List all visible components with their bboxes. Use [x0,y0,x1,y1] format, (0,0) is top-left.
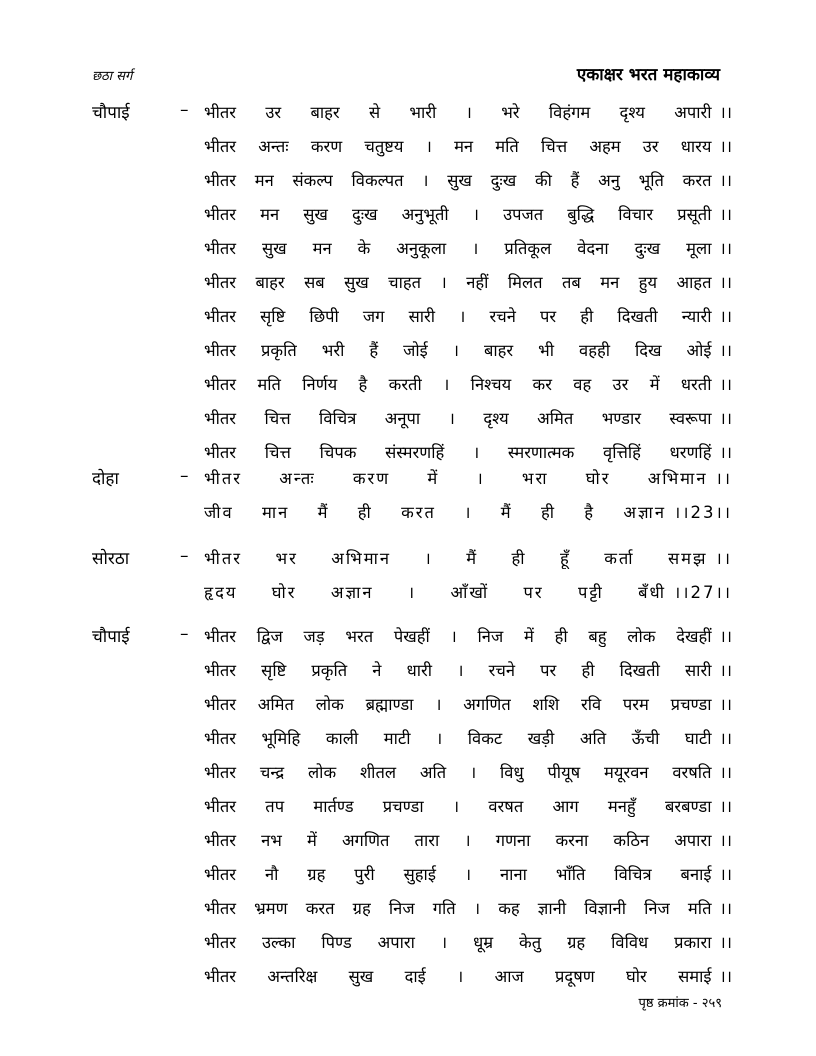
verse-text: भीतर अन्तः करण में । भरा घोर अभिमान [204,469,708,488]
verse-line [204,466,732,500]
verse-line [204,304,732,338]
verse-line [204,338,732,372]
verse-text: भीतर चन्द्र लोक शीतल अति । विधु पीयूष मयूरवन वरषति [204,763,712,782]
verse-end-mark: ।।23।। [673,503,732,522]
verse-end-mark: ।। [719,307,732,326]
verse-line [204,134,732,168]
verse-line [204,828,732,862]
verse-end-mark: ।। [719,137,732,156]
verse-end-mark: ।। [719,409,732,428]
verse-text: जीव मान मैं ही करत । मैं ही है अज्ञान [204,503,666,522]
verse-type-label: दोहा [92,469,119,489]
verse-end-mark: ।। [719,103,732,122]
verse-end-mark: ।। [719,341,732,360]
verse-line [204,202,732,236]
verse-end-mark: ।। [719,967,732,986]
verse-end-mark: ।। [719,831,732,850]
verse-dash: – [180,466,189,486]
verse-type-label: चौपाई [92,103,130,123]
verse-text: भीतर सृष्टि प्रकृति ने धारी । रचने पर ही दिखती सारी [204,661,712,680]
verse-text: भीतर नौ ग्रह पुरी सुहाई । नाना भाँति विचित्र बनाई [204,865,712,884]
verse-text: भीतर भूमिहि काली माटी । विकट खड़ी अति ऊँची घाटी [204,729,712,748]
verse-text: भीतर मन संकल्प विकल्पत । सुख दुःख की हैं अनु भूति करत [204,171,712,190]
verse-line [204,500,732,534]
verse-end-mark: ।। [719,375,732,394]
verse-end-mark: ।। [719,865,732,884]
verse-dash: – [180,546,189,566]
verse-text: भीतर चित्त चिपक संस्मरणहिं । स्मरणात्मक वृत्तिहिं धरणहिं [204,443,712,462]
verse-line [204,896,732,930]
verse-end-mark: ।। [719,933,732,952]
verse-line [204,168,732,202]
verse-line [204,930,732,964]
verse-text: भीतर मति निर्णय है करती । निश्चय कर वह उर में धरती [204,375,712,394]
verse-text: भीतर अमित लोक ब्रह्माण्डा । अगणित शशि रवि परम प्रचण्डा [204,695,712,714]
verse-line [204,862,732,896]
verse-type-label: चौपाई [92,627,130,647]
verse-end-mark: ।। [719,443,732,462]
verse-text: भीतर भ्रमण करत ग्रह निज गति । कह ज्ञानी विज्ञानी निज मति [204,899,712,918]
verse-text: भीतर मन सुख दुःख अनुभूती । उपजत बुद्धि विचार प्रसूती [204,205,712,224]
verse-end-mark: ।। [719,273,732,292]
verse-text: भीतर द्विज जड़ भरत पेखहीं । निज में ही बहु लोक देखहीं [204,627,712,646]
verse-end-mark: ।। [715,549,732,568]
verse-line [204,406,732,440]
verse-end-mark: ।। [719,205,732,224]
verse-dash: – [180,624,189,644]
page-number: पृष्ठ क्रमांक - २५९ [638,996,722,1011]
verse-text: भीतर प्रकृति भरी हैं जोई । बाहर भी वहही दिख ओई [204,341,712,360]
verse-line [204,580,732,614]
verse-text: भीतर नभ में अगणित तारा । गणना करना कठिन अपारा [204,831,712,850]
verse-text: भीतर चित्त विचित्र अनूपा । दृश्य अमित भण्डार स्वरूपा [204,409,712,428]
verse-text: भीतर उर बाहर से भारी । भरे विहंगम दृश्य अपारी [204,103,712,122]
verse-text: भीतर सुख मन के अनुकूला । प्रतिकूल वेदना दुःख मूला [204,239,712,258]
verse-end-mark: ।। [719,763,732,782]
verse-line [204,236,732,270]
verse-line [204,100,732,134]
verse-line [204,270,732,304]
verse-text: भीतर अन्तरिक्ष सुख दाई । आज प्रदूषण घोर समाई [204,967,712,986]
verse-line [204,658,732,692]
verse-text: भीतर सृष्टि छिपी जग सारी । रचने पर ही दिखती न्यारी [204,307,712,326]
verse-end-mark: ।। [719,899,732,918]
chapter-header: छठा सर्ग [92,69,133,84]
verse-end-mark: ।। [719,171,732,190]
verse-end-mark: ।। [719,729,732,748]
verse-text: हृदय घोर अज्ञान । आँखों पर पट्टी बँधी [204,583,666,602]
verse-line [204,624,732,658]
verse-end-mark: ।। [719,695,732,714]
verse-text: भीतर बाहर सब सुख चाहत । नहीं मिलत तब मन हुय आहत [204,273,712,292]
verse-line [204,372,732,406]
verse-line [204,726,732,760]
verse-end-mark: ।।27।। [673,583,732,602]
verse-text: भीतर तप मार्तण्ड प्रचण्डा । वरषत आग मनहुँ बरबण्डा [204,797,712,816]
verse-end-mark: ।। [719,797,732,816]
verse-line [204,794,732,828]
verse-line [204,546,732,580]
verse-end-mark: ।। [719,627,732,646]
verse-line [204,760,732,794]
verse-text: भीतर उल्का पिण्ड अपारा । धूम्र केतु ग्रह विविध प्रकारा [204,933,712,952]
verse-end-mark: ।। [719,239,732,258]
verse-type-label: सोरठा [92,549,130,569]
verse-end-mark: ।। [715,469,732,488]
verse-line [204,692,732,726]
verse-text: भीतर अन्तः करण चतुष्टय । मन मति चित्त अहम उर धारय [204,137,712,156]
verse-end-mark: ।। [719,661,732,680]
verse-text: भीतर भर अभिमान । मैं ही हूँ कर्ता समझ [204,549,708,568]
verse-dash: – [180,100,189,120]
book-title: एकाक्षर भरत महाकाव्य [576,65,720,85]
